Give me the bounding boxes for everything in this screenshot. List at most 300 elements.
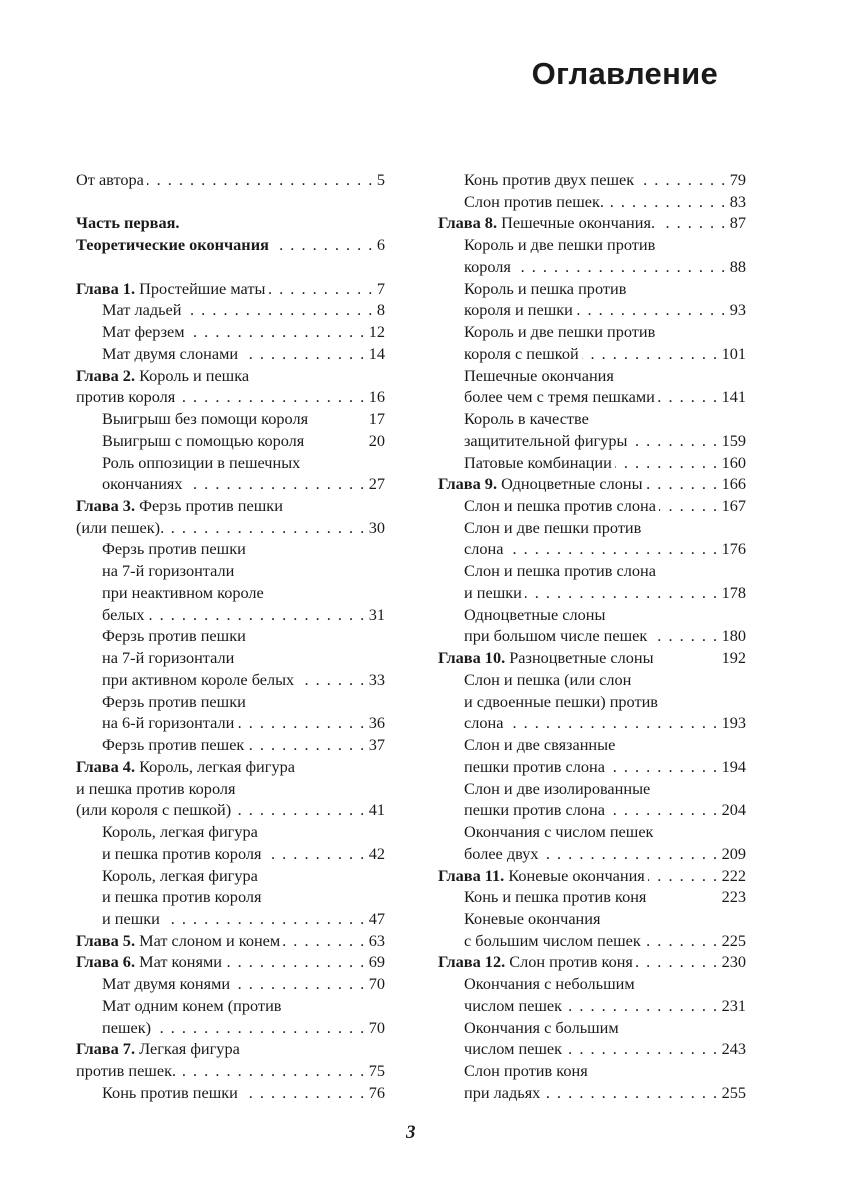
dot-leader <box>644 930 719 952</box>
toc-entry-line <box>438 799 746 821</box>
dot-leader <box>163 908 366 930</box>
dot-leader <box>650 625 718 647</box>
entry-title: пешек) <box>102 1017 152 1037</box>
page-ref: 192 <box>721 648 746 668</box>
entry-title: Ферзь против пешки <box>102 539 246 559</box>
entry-title: пешки против слона <box>464 800 605 820</box>
dot-leader <box>506 712 718 734</box>
toc-entry-line <box>76 1082 385 1104</box>
page-ref: 204 <box>721 800 746 820</box>
toc-entry-line <box>76 908 385 930</box>
toc-entry-line <box>438 430 746 452</box>
entry-title: Король и две пешки против <box>464 322 656 342</box>
entry-text <box>438 951 633 973</box>
dot-leader <box>147 169 374 191</box>
toc-entry-line <box>76 843 385 865</box>
page-ref: 42 <box>368 843 385 863</box>
entry-text <box>464 430 627 452</box>
entry-title: Разноцветные слоны <box>505 648 654 668</box>
entry-title: против короля <box>76 387 176 407</box>
entry-text <box>438 212 655 234</box>
entry-title: Мат двумя слонами <box>102 343 239 363</box>
entry-text <box>464 886 646 908</box>
entry-title: при большом числе пешек <box>464 626 648 646</box>
toc-column-left <box>76 169 385 1104</box>
page-ref: 88 <box>729 256 746 276</box>
page-title: Оглавление <box>531 56 718 91</box>
toc-entry-line <box>438 995 746 1017</box>
page-ref: 230 <box>721 952 746 972</box>
toc-entry-line <box>76 647 385 669</box>
dot-leader <box>241 343 366 365</box>
entry-title: против пешек. <box>76 1061 177 1081</box>
entry-text <box>464 234 655 256</box>
entry-text <box>76 169 144 191</box>
toc-entry-line <box>438 365 746 387</box>
entry-title: Слон против коня <box>505 952 633 972</box>
entry-text <box>76 517 164 539</box>
dot-leader <box>615 452 719 474</box>
page-ref: 93 <box>729 300 746 320</box>
page-ref: 69 <box>368 952 385 972</box>
page-ref: 8 <box>376 300 385 320</box>
page-ref: 87 <box>729 213 746 233</box>
toc-entry-line <box>76 473 385 495</box>
entry-title: Король, легкая фигура <box>102 865 258 885</box>
entry-title: и сдвоенные пешки) против <box>464 691 658 711</box>
entry-text <box>76 1060 176 1082</box>
toc-entry-line <box>76 408 385 430</box>
entry-text <box>102 560 234 582</box>
dot-leader <box>234 799 366 821</box>
page-ref: 223 <box>721 887 746 907</box>
dot-leader <box>186 473 366 495</box>
toc-entry-line <box>76 995 385 1017</box>
entry-title: Слон и пешка (или слон <box>464 669 632 689</box>
toc-entry-line <box>438 234 746 256</box>
toc-entry-line <box>76 212 385 234</box>
toc-entry-line <box>438 560 746 582</box>
entry-text <box>464 256 511 278</box>
entry-text <box>464 408 589 430</box>
entry-text <box>76 1038 240 1060</box>
page-ref: 7 <box>376 278 385 298</box>
entry-text <box>102 625 246 647</box>
page-ref: 76 <box>368 1082 385 1102</box>
toc-entry-line <box>438 734 746 756</box>
entry-title: короля <box>464 256 511 276</box>
chapter-label: Глава 3. <box>76 496 136 516</box>
entry-text <box>464 930 641 952</box>
entry-text <box>102 538 246 560</box>
toc-entry-line <box>438 647 746 669</box>
entry-title: на 7-й горизонтали <box>102 648 235 668</box>
entry-text <box>464 299 573 321</box>
entry-title: Окончания с большим <box>464 1017 619 1037</box>
entry-title: короля и пешки <box>464 300 573 320</box>
dot-leader <box>543 1082 718 1104</box>
chapter-label: Глава 8. <box>438 213 498 233</box>
toc-entry-line <box>76 299 385 321</box>
chapter-label: Глава 6. <box>76 952 136 972</box>
entry-text <box>464 799 605 821</box>
entry-text <box>102 343 238 365</box>
entry-text <box>464 169 634 191</box>
dot-leader <box>542 843 719 865</box>
toc-entry-line <box>438 1017 746 1039</box>
dot-leader <box>658 212 727 234</box>
entry-title: при неактивном короле <box>102 582 264 602</box>
entry-title: и пешка против короля <box>76 778 236 798</box>
toc-entry-line <box>438 930 746 952</box>
entry-title: Патовые комбинации <box>464 452 612 472</box>
entry-title: Мат двумя конями <box>102 974 231 994</box>
toc-entry-line <box>438 452 746 474</box>
entry-text <box>464 691 658 713</box>
entry-title: Слон против пешек. <box>464 191 604 211</box>
toc-entry-line <box>438 343 746 365</box>
entry-title: Мат конями <box>135 952 222 972</box>
entry-title: Пешечные окончания <box>464 365 614 385</box>
toc-entry-line <box>438 712 746 734</box>
entry-title: на 6-й горизонтали <box>102 713 235 733</box>
entry-text <box>464 386 655 408</box>
entry-text <box>464 625 647 647</box>
toc-entry-line <box>438 778 746 800</box>
page-ref: 180 <box>721 626 746 646</box>
page-ref: 209 <box>721 843 746 863</box>
entry-title: Выигрыш с помощью короля <box>102 430 305 450</box>
entry-text <box>102 691 246 713</box>
entry-title: Ферзь против пешки <box>135 496 283 516</box>
entry-title: белых <box>102 604 145 624</box>
entry-text <box>102 886 262 908</box>
page-ref: 176 <box>721 539 746 559</box>
entry-title: Слон и пешка против слона <box>464 561 656 581</box>
toc-entry-line <box>438 886 746 908</box>
dot-leader <box>565 995 719 1017</box>
entry-text <box>102 647 234 669</box>
entry-title: Окончания с небольшим <box>464 974 635 994</box>
page-ref: 6 <box>376 235 385 255</box>
toc-entry-line <box>438 756 746 778</box>
entry-title: Слон и две изолированные <box>464 778 651 798</box>
toc-entry-line <box>76 582 385 604</box>
dot-leader <box>184 299 373 321</box>
entry-title: (или короля с пешкой) <box>76 800 232 820</box>
toc-entry-line <box>438 625 746 647</box>
dot-leader <box>233 973 366 995</box>
toc-entry-line <box>76 386 385 408</box>
entry-text <box>464 495 656 517</box>
entry-text <box>102 299 181 321</box>
toc-entry-line <box>438 278 746 300</box>
page-ref: 193 <box>721 713 746 733</box>
entry-text <box>76 386 175 408</box>
toc-entry-line <box>438 191 746 213</box>
toc-entry-line <box>76 691 385 713</box>
dot-leader <box>576 299 727 321</box>
dot-leader <box>506 538 718 560</box>
entry-title: на 7-й горизонтали <box>102 561 235 581</box>
page-ref: 70 <box>368 1017 385 1037</box>
entry-text <box>76 951 222 973</box>
dot-leader <box>637 169 727 191</box>
page-ref: 70 <box>368 974 385 994</box>
toc-entry-line <box>76 278 385 300</box>
entry-text <box>438 647 654 669</box>
page-ref: 225 <box>721 930 746 950</box>
toc-entry-line <box>438 821 746 843</box>
entry-title: окончаниях <box>102 474 183 494</box>
entry-title: Конь против двух пешек <box>464 170 635 189</box>
entry-text <box>464 1017 619 1039</box>
entry-title: Окончания с числом пешек <box>464 822 654 842</box>
entry-text <box>102 843 262 865</box>
toc-entry-line <box>76 821 385 843</box>
entry-text <box>102 321 185 343</box>
page-ref: 83 <box>729 191 746 211</box>
page-ref: 63 <box>368 930 385 950</box>
toc-entry-line <box>438 321 746 343</box>
page-ref: 37 <box>368 735 385 755</box>
page-ref: 243 <box>721 1039 746 1059</box>
toc-entry-line <box>438 843 746 865</box>
page-ref: 33 <box>368 669 385 689</box>
toc-entry-line <box>438 538 746 560</box>
entry-title: при ладьях <box>464 1082 541 1102</box>
entry-text <box>102 430 304 452</box>
entry-text <box>464 517 641 539</box>
entry-text <box>464 343 579 365</box>
chapter-label: Глава 1. <box>76 278 136 298</box>
entry-title: и пешки <box>102 908 160 928</box>
toc-entry-line <box>438 517 746 539</box>
page-ref: 47 <box>368 908 385 928</box>
entry-title: Выигрыш без помощи короля <box>102 409 309 429</box>
page-ref: 41 <box>368 800 385 820</box>
toc-entry-line <box>76 1017 385 1039</box>
entry-title: Мат слоном и конем <box>135 930 281 950</box>
toc-column-right <box>438 169 746 1104</box>
entry-text <box>464 778 650 800</box>
toc-entry-line <box>76 452 385 474</box>
entry-text <box>102 669 294 691</box>
toc-entry-line <box>76 778 385 800</box>
chapter-label: Теоретические окончания <box>76 235 269 255</box>
dot-leader <box>247 734 365 756</box>
toc-entry-line <box>76 343 385 365</box>
entry-text <box>464 321 655 343</box>
entry-text <box>102 973 230 995</box>
entry-text <box>102 604 145 626</box>
entry-title: Пешечные окончания. <box>497 213 656 233</box>
dot-leader <box>565 1038 719 1060</box>
entry-text <box>464 843 539 865</box>
entry-text <box>464 365 614 387</box>
dot-leader <box>297 669 366 691</box>
toc-entry-line <box>438 473 746 495</box>
toc-entry-line <box>438 604 746 626</box>
dot-leader <box>178 386 365 408</box>
dot-leader <box>148 604 366 626</box>
entry-title: числом пешек <box>464 995 563 1015</box>
page-ref: 30 <box>368 517 385 537</box>
toc-entry-line <box>76 321 385 343</box>
entry-title: Слон и две пешки против <box>464 517 642 537</box>
toc-entry-line <box>76 430 385 452</box>
entry-text <box>76 212 179 234</box>
entry-title: Мат одним конем (против <box>102 995 282 1015</box>
entry-text <box>464 1060 588 1082</box>
toc-entry-line <box>76 712 385 734</box>
page-ref: 20 <box>368 430 385 450</box>
dot-leader <box>225 951 366 973</box>
toc-entry-line <box>76 734 385 756</box>
entry-title: Ферзь против пешки <box>102 691 246 711</box>
toc-entry-line <box>438 299 746 321</box>
dot-leader <box>283 930 366 952</box>
toc-entry-line <box>438 1038 746 1060</box>
page-ref: 79 <box>729 170 746 189</box>
entry-text <box>464 712 503 734</box>
entry-text <box>76 756 295 778</box>
dot-leader <box>525 582 719 604</box>
entry-title: От автора <box>76 170 144 189</box>
entry-title: и пешка против короля <box>102 887 262 907</box>
toc-entry-line <box>76 604 385 626</box>
toc-entry-line <box>438 386 746 408</box>
entry-title: Король, легкая фигура <box>135 756 295 776</box>
entry-title: слона <box>464 713 504 733</box>
entry-text <box>76 778 236 800</box>
entry-title: Коневые окончания <box>504 865 645 885</box>
page-ref: 27 <box>368 474 385 494</box>
toc-entry-line <box>76 756 385 778</box>
entry-text <box>464 560 656 582</box>
chapter-label: Глава 4. <box>76 756 136 776</box>
chapter-label: Глава 11. <box>438 865 505 885</box>
entry-text <box>76 278 265 300</box>
dot-leader <box>154 1017 366 1039</box>
toc-entry-line <box>76 951 385 973</box>
entry-title: Легкая фигура <box>135 1039 240 1059</box>
entry-title: Коневые окончания <box>464 908 601 928</box>
entry-text <box>76 930 280 952</box>
dot-leader <box>265 843 366 865</box>
entry-text <box>76 495 283 517</box>
dot-leader <box>658 386 719 408</box>
entry-title: Конь и пешка против коня <box>464 887 647 907</box>
entry-text <box>464 973 635 995</box>
entry-text <box>102 1017 151 1039</box>
toc-entry-line <box>76 973 385 995</box>
dot-leader <box>607 191 727 213</box>
entry-text <box>102 908 160 930</box>
entry-title: (или пешек). <box>76 517 165 537</box>
toc-entry-line <box>76 669 385 691</box>
chapter-label: Глава 10. <box>438 648 506 668</box>
entry-title: Ферзь против пешки <box>102 626 246 646</box>
page-ref: 166 <box>721 474 746 494</box>
chapter-label: Глава 2. <box>76 365 136 385</box>
entry-text <box>464 734 615 756</box>
entry-text <box>102 995 281 1017</box>
entry-title: Ферзь против пешек <box>102 735 245 755</box>
entry-title: Простейшие маты <box>135 278 266 298</box>
toc-entry-line <box>76 560 385 582</box>
page-ref: 14 <box>368 343 385 363</box>
dot-leader <box>630 430 718 452</box>
toc-entry-line <box>76 495 385 517</box>
entry-title: Король, легкая фигура <box>102 822 258 842</box>
toc-entry-line <box>438 865 746 887</box>
toc-entry-line <box>438 973 746 995</box>
page-ref: 12 <box>368 322 385 342</box>
toc-entry-line <box>76 799 385 821</box>
entry-text <box>102 821 258 843</box>
chapter-label: Глава 5. <box>76 930 136 950</box>
entry-text <box>438 473 643 495</box>
entry-text <box>76 365 249 387</box>
entry-text <box>464 278 626 300</box>
toc-entry-line <box>438 1082 746 1104</box>
page-ref: 160 <box>721 452 746 472</box>
toc-entry-line <box>438 669 746 691</box>
entry-title: при активном короле белых <box>102 669 295 689</box>
entry-text <box>464 821 653 843</box>
dot-leader <box>648 865 719 887</box>
entry-text <box>464 908 600 930</box>
entry-title: с большим числом пешек <box>464 930 641 950</box>
toc-entry-line <box>438 169 746 191</box>
dot-leader <box>646 473 719 495</box>
toc-entry-line <box>438 256 746 278</box>
entry-text <box>102 582 264 604</box>
entry-text <box>102 712 234 734</box>
page-ref: 17 <box>368 409 385 429</box>
toc-entry-line <box>76 1038 385 1060</box>
page-ref: 36 <box>368 713 385 733</box>
dot-leader <box>514 256 727 278</box>
toc-entry-line <box>76 169 385 191</box>
page-ref: 141 <box>721 387 746 407</box>
page-ref: 231 <box>721 995 746 1015</box>
entry-text <box>464 582 522 604</box>
entry-title: Слон и пешка против слона <box>464 496 656 516</box>
entry-text <box>102 1082 238 1104</box>
entry-text <box>464 669 631 691</box>
dot-leader <box>237 712 365 734</box>
page-ref: 159 <box>721 430 746 450</box>
toc-entry-line <box>438 951 746 973</box>
entry-text <box>102 408 308 430</box>
dot-leader <box>268 278 373 300</box>
toc-entry-line <box>438 495 746 517</box>
entry-text <box>102 865 258 887</box>
toc-entry-line <box>76 538 385 560</box>
page-ref: 31 <box>368 604 385 624</box>
entry-title: и пешки <box>464 582 522 602</box>
entry-title: Роль оппозиции в пешечных <box>102 452 301 472</box>
entry-text <box>464 1082 540 1104</box>
toc-entry-line <box>76 886 385 908</box>
entry-title: числом пешек <box>464 1039 563 1059</box>
entry-text <box>102 473 183 495</box>
dot-leader <box>167 517 366 539</box>
entry-text <box>464 995 562 1017</box>
entry-title: Король и две пешки против <box>464 235 656 255</box>
